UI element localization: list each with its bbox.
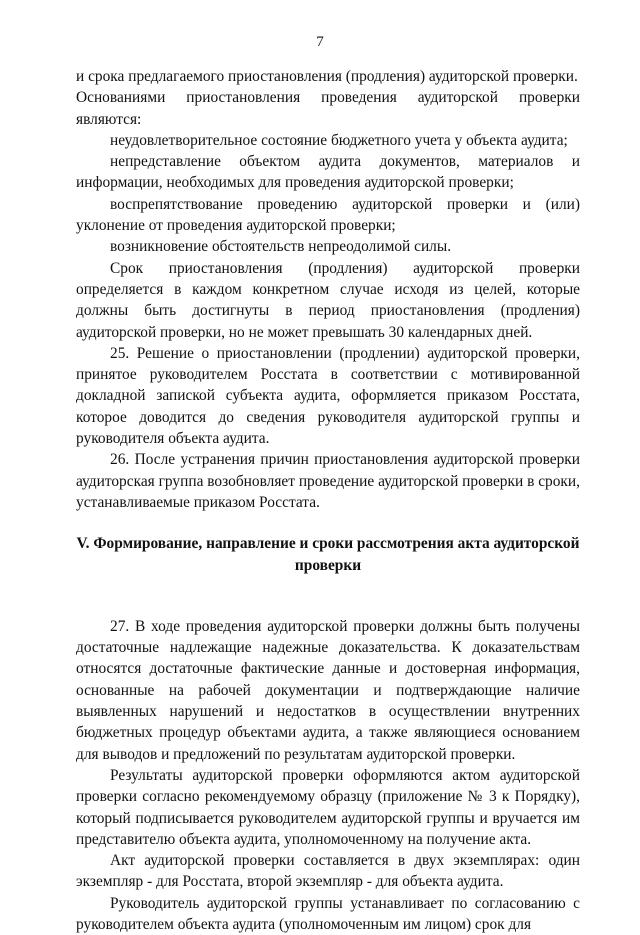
paragraph: возникновение обстоятельств непреодолимой силы. (110, 238, 452, 256)
paragraph: Акт аудиторской проверки составляется в двух экземплярах: один экземпляр - для Росстата, второй экземпляр - для объекта аудита. (76, 852, 580, 891)
page-number: 7 (316, 34, 324, 50)
paragraph-item-26: 26. После устранения причин приостановления аудиторской проверки аудиторская группа возобновляет проведение аудиторской проверки в сроки, устанавливаемые приказом Росстата. (76, 451, 580, 511)
paragraph: неудовлетворительное состояние бюджетного учета у объекта аудита; (110, 131, 568, 149)
paragraph-item-27: 27. В ходе проведения аудиторской проверки должны быть получены достаточные надлежащие надежные доказательства. К доказательствам относятся достаточные фактические данные и достоверная информация, основанные на рабочей документации и подтверждающие наличие выявленных нарушений и недостатков в осуществлении внутренних бюджетных процедур объектами аудита, а также являющиеся основанием для выводов и предложений по результатам аудиторской проверки. (76, 617, 580, 763)
paragraph: и срока предлагаемого приостановления (продления) аудиторской проверки. (76, 68, 578, 85)
paragraph: Результаты аудиторской проверки оформляются актом аудиторской проверки согласно рекомендуемому образцу (приложение № 3 к Порядку), который подписывается руководителем аудиторской группы и вручается им представителю объекта аудита, уполномоченному на получение акта. (76, 766, 580, 848)
paragraph: непредставление объектом аудита документов, материалов и информации, необходимых для проведения аудиторской проверки; (76, 153, 580, 192)
paragraph: воспрепятствование проведению аудиторской проверки и (или) уклонение от проведения аудиторской проверки; (76, 195, 580, 235)
section-heading: V. Формирование, направление и сроки рассмотрения акта аудиторской проверки (76, 535, 580, 574)
document-body (76, 66, 580, 935)
paragraph: Срок приостановления (продления) аудиторской проверки определяется в каждом конкретном случае исходя из целей, которые должны быть достигнуты в период приостановления (продления) аудиторской проверки, но не может превышать 30 календарных дней. (76, 259, 580, 341)
paragraph: Руководитель аудиторской группы устанавливает по согласованию с руководителем объекта аудита (уполномоченным им лицом) срок для (76, 894, 580, 933)
paragraph: Основаниями приостановления проведения аудиторской проверки являются: (76, 89, 580, 128)
paragraph-item-25: 25. Решение о приостановлении (продлении) аудиторской проверки, принятое руководителем Росстата в соответствии с мотивированной докладной запиской субъекта аудита, оформляется приказом Росстата, которое доводится до сведения руководителя аудиторской группы и руководителя объекта аудита. (76, 344, 580, 448)
